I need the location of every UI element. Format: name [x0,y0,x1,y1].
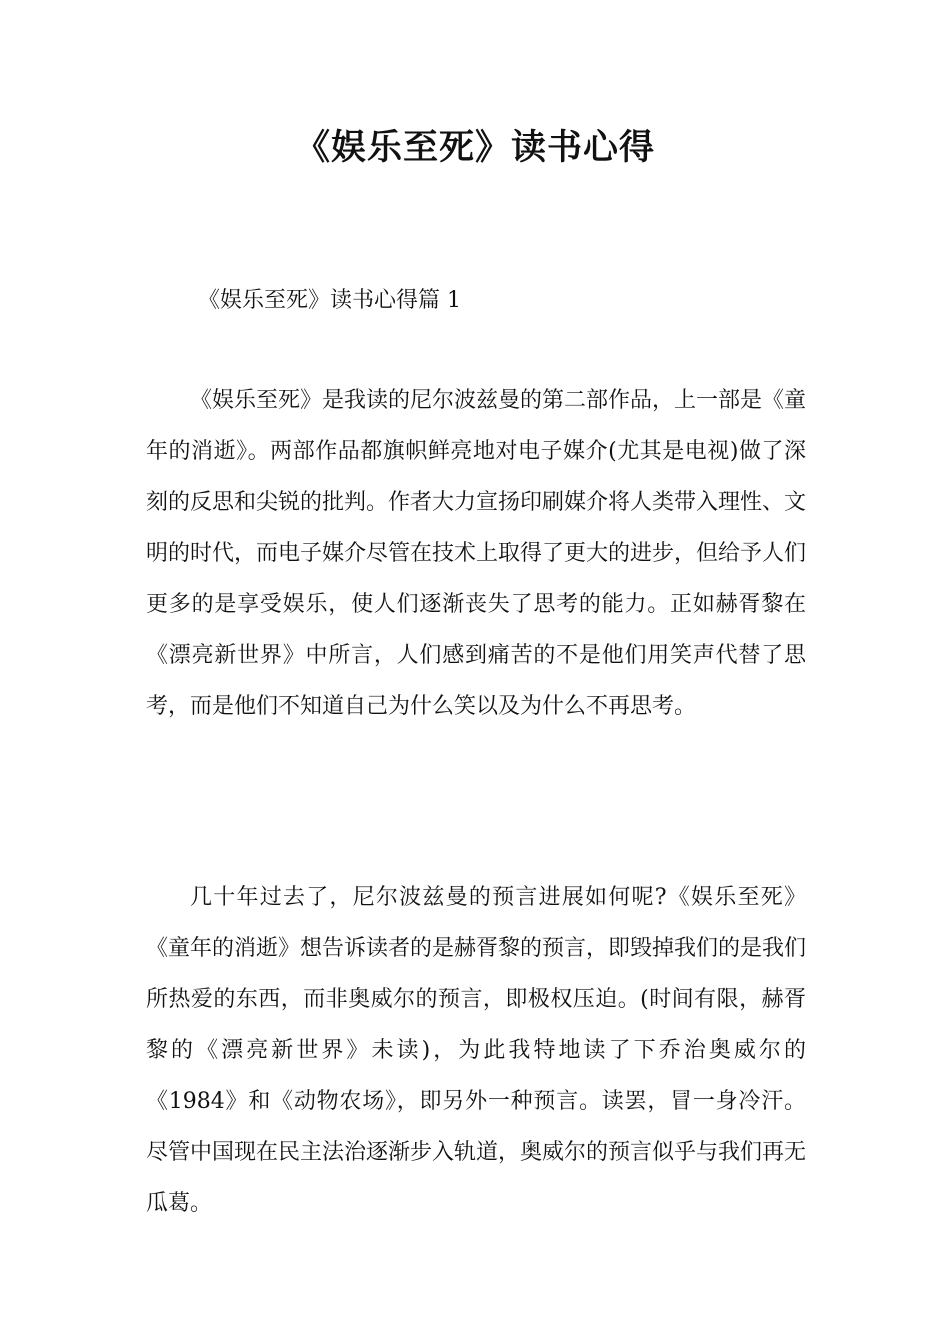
paragraph-1: 《娱乐至死》是我读的尼尔波兹曼的第二部作品，上一部是《童年的消逝》。两部作品都旗帜鲜亮地对电子媒介(尤其是电视)做了深刻的反思和尖锐的批判。作者大力宣扬印刷媒介将人类带入理性、文明的时代，而电子媒介尽管在技术上取得了更大的进步，但给予人们更多的是享受娱乐，使人们逐渐丧失了思考的能力。正如赫胥黎在《漂亮新世界》中所言，人们感到痛苦的不是他们用笑声代替了思考，而是他们不知道自己为什么笑以及为什么不再思考。 [146,388,807,719]
document-title: 《娱乐至死》读书心得 [294,128,655,168]
section-heading: 《娱乐至死》读书心得篇 1 [198,288,461,313]
paragraph-2: 几十年过去了，尼尔波兹曼的预言进展如何呢?《娱乐至死》《童年的消逝》想告诉读者的是赫胥黎的预言，即毁掉我们的是我们所热爱的东西，而非奥威尔的预言，即极权压迫。(时间有限，赫胥黎的《漂亮新世界》未读)，为此我特地读了下乔治奥威尔的《1984》和《动物农场》，即另外一种预言。读罢，冒一身冷汗。尽管中国现在民主法治逐渐步入轨道，奥威尔的预言似乎与我们再无瓜葛。 [146,885,807,1216]
